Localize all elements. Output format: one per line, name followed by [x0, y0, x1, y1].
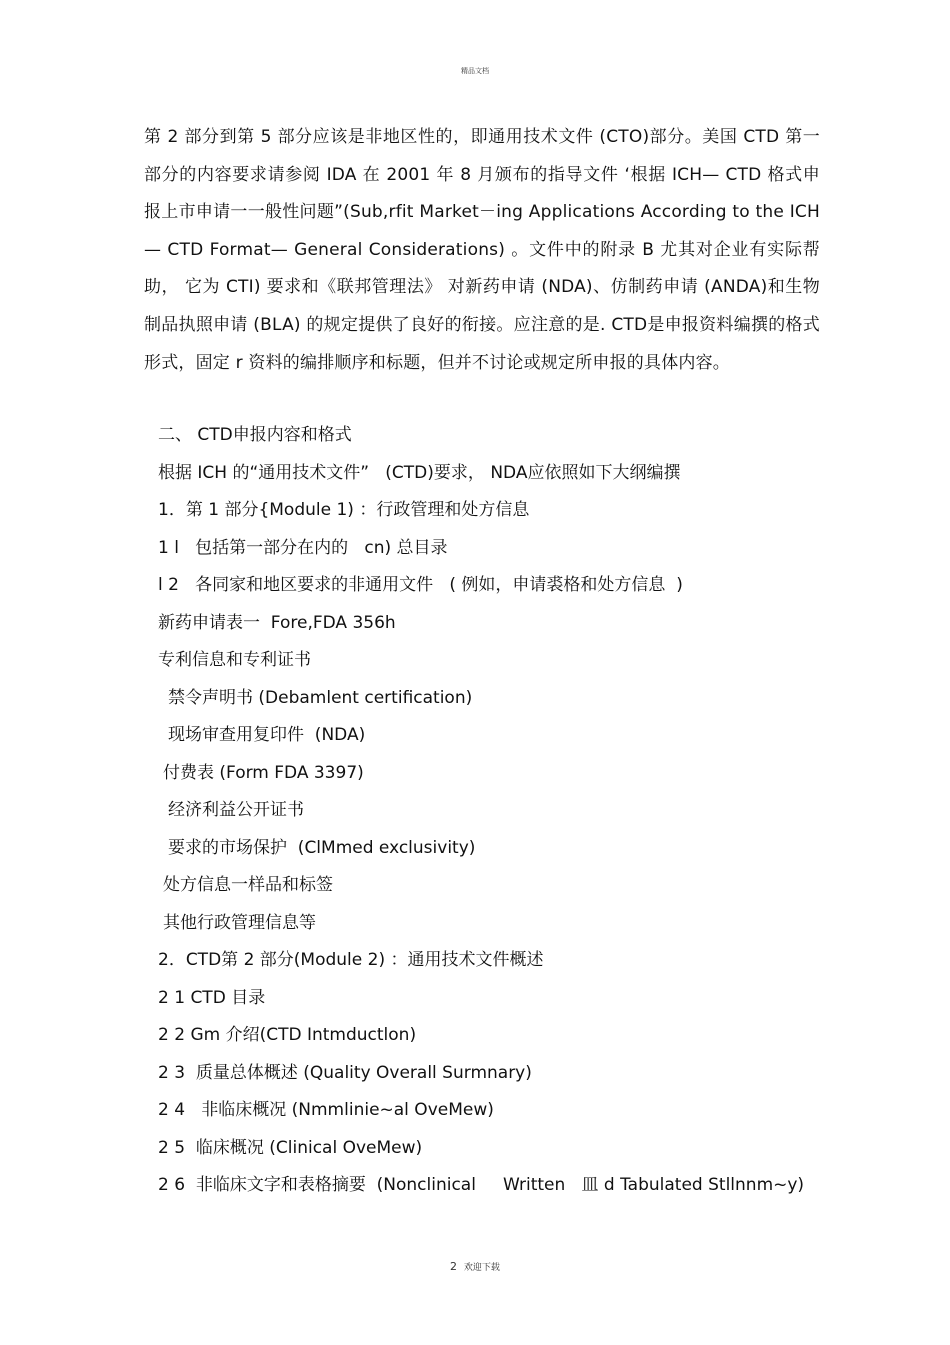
- list-item: 2 3 质量总体概述 (Quality Overall Surmnary): [158, 1063, 532, 1083]
- text-line: 根据 ICH 的“通用技术文件” (CTD)要求， NDA应依照如下大纲编撰: [158, 463, 681, 483]
- list-item: 2 2 Gm 介绍(CTD Intmductlon): [158, 1025, 417, 1045]
- footer-text: 欢迎下载: [463, 1263, 500, 1273]
- list-item: 付费表 (Form FDA 3397): [163, 763, 364, 783]
- page-header: 精品文档: [461, 67, 489, 75]
- list-item: 处方信息一样品和标签: [163, 875, 333, 895]
- list-item: 经济利益公开证书: [168, 800, 304, 820]
- page-footer: [0, 1260, 950, 1273]
- list-item: 禁令声明书 (Debamlent certification): [168, 688, 473, 708]
- list-item: 1 l 包括第一部分在内的 cn) 总目录: [158, 538, 448, 558]
- section-heading: 二、 CTD申报内容和格式: [158, 425, 352, 445]
- list-item: 要求的市场保护 (ClMmed exclusivity): [168, 838, 476, 858]
- list-item: 2 4 非临床概况 (Nmmlinie~al OveMew): [158, 1100, 494, 1120]
- list-item: 其他行政管理信息等: [163, 913, 316, 933]
- list-item: 2 1 CTD 目录: [158, 988, 266, 1008]
- list-item: l 2 各同家和地区要求的非通用文件 ( 例如，申请裘格和处方信息 ): [158, 575, 683, 595]
- intro-paragraph: 第 2 部分到第 5 部分应该是非地区性的，即通用技术文件 (CTO)部分。美国 CTD 第一部分的内容要求请参阅 IDA 在 2001 年 8 月颁布的指导文件 ‘根据 ICH— CTD 格式申报上市申请一一般性问题”(Sub,rfit Market－ing Applications According to the ICH — CTD Format— General Considerations) 。文件中的附录 B 尤其对企业有实际帮助， 它为 CTI) 要求和《联邦管理法》 对新药申请 (NDA)、仿制药申请 (ANDA)和生物制品执照申请 (BLA) 的规定提供了良好的衔接。应注意的是. CTD是申报资料编撰的格式形式，固定 r 资料的编排顺序和标题，但并不讨论或规定所申报的具体内容。: [144, 127, 820, 373]
- list-item: 新药申请表一 Fore,FDA 356h: [158, 613, 396, 633]
- list-item: 2 6 非临床文字和表格摘要 (Nonclinical Written 皿 d Tabulated Stllnnm~y): [158, 1175, 805, 1195]
- page-number: 2: [450, 1260, 458, 1273]
- module-heading: 1．第 1 部分{Module 1) ：行政管理和处方信息: [158, 500, 530, 520]
- list-item: 专利信息和专利证书: [158, 650, 311, 670]
- module-heading: 2．CTD第 2 部分(Module 2) ：通用技术文件概述: [158, 950, 544, 970]
- list-item: 现场审查用复印件 (NDA): [168, 725, 366, 745]
- list-item: 2 5 临床概况 (Clinical OveMew): [158, 1138, 423, 1158]
